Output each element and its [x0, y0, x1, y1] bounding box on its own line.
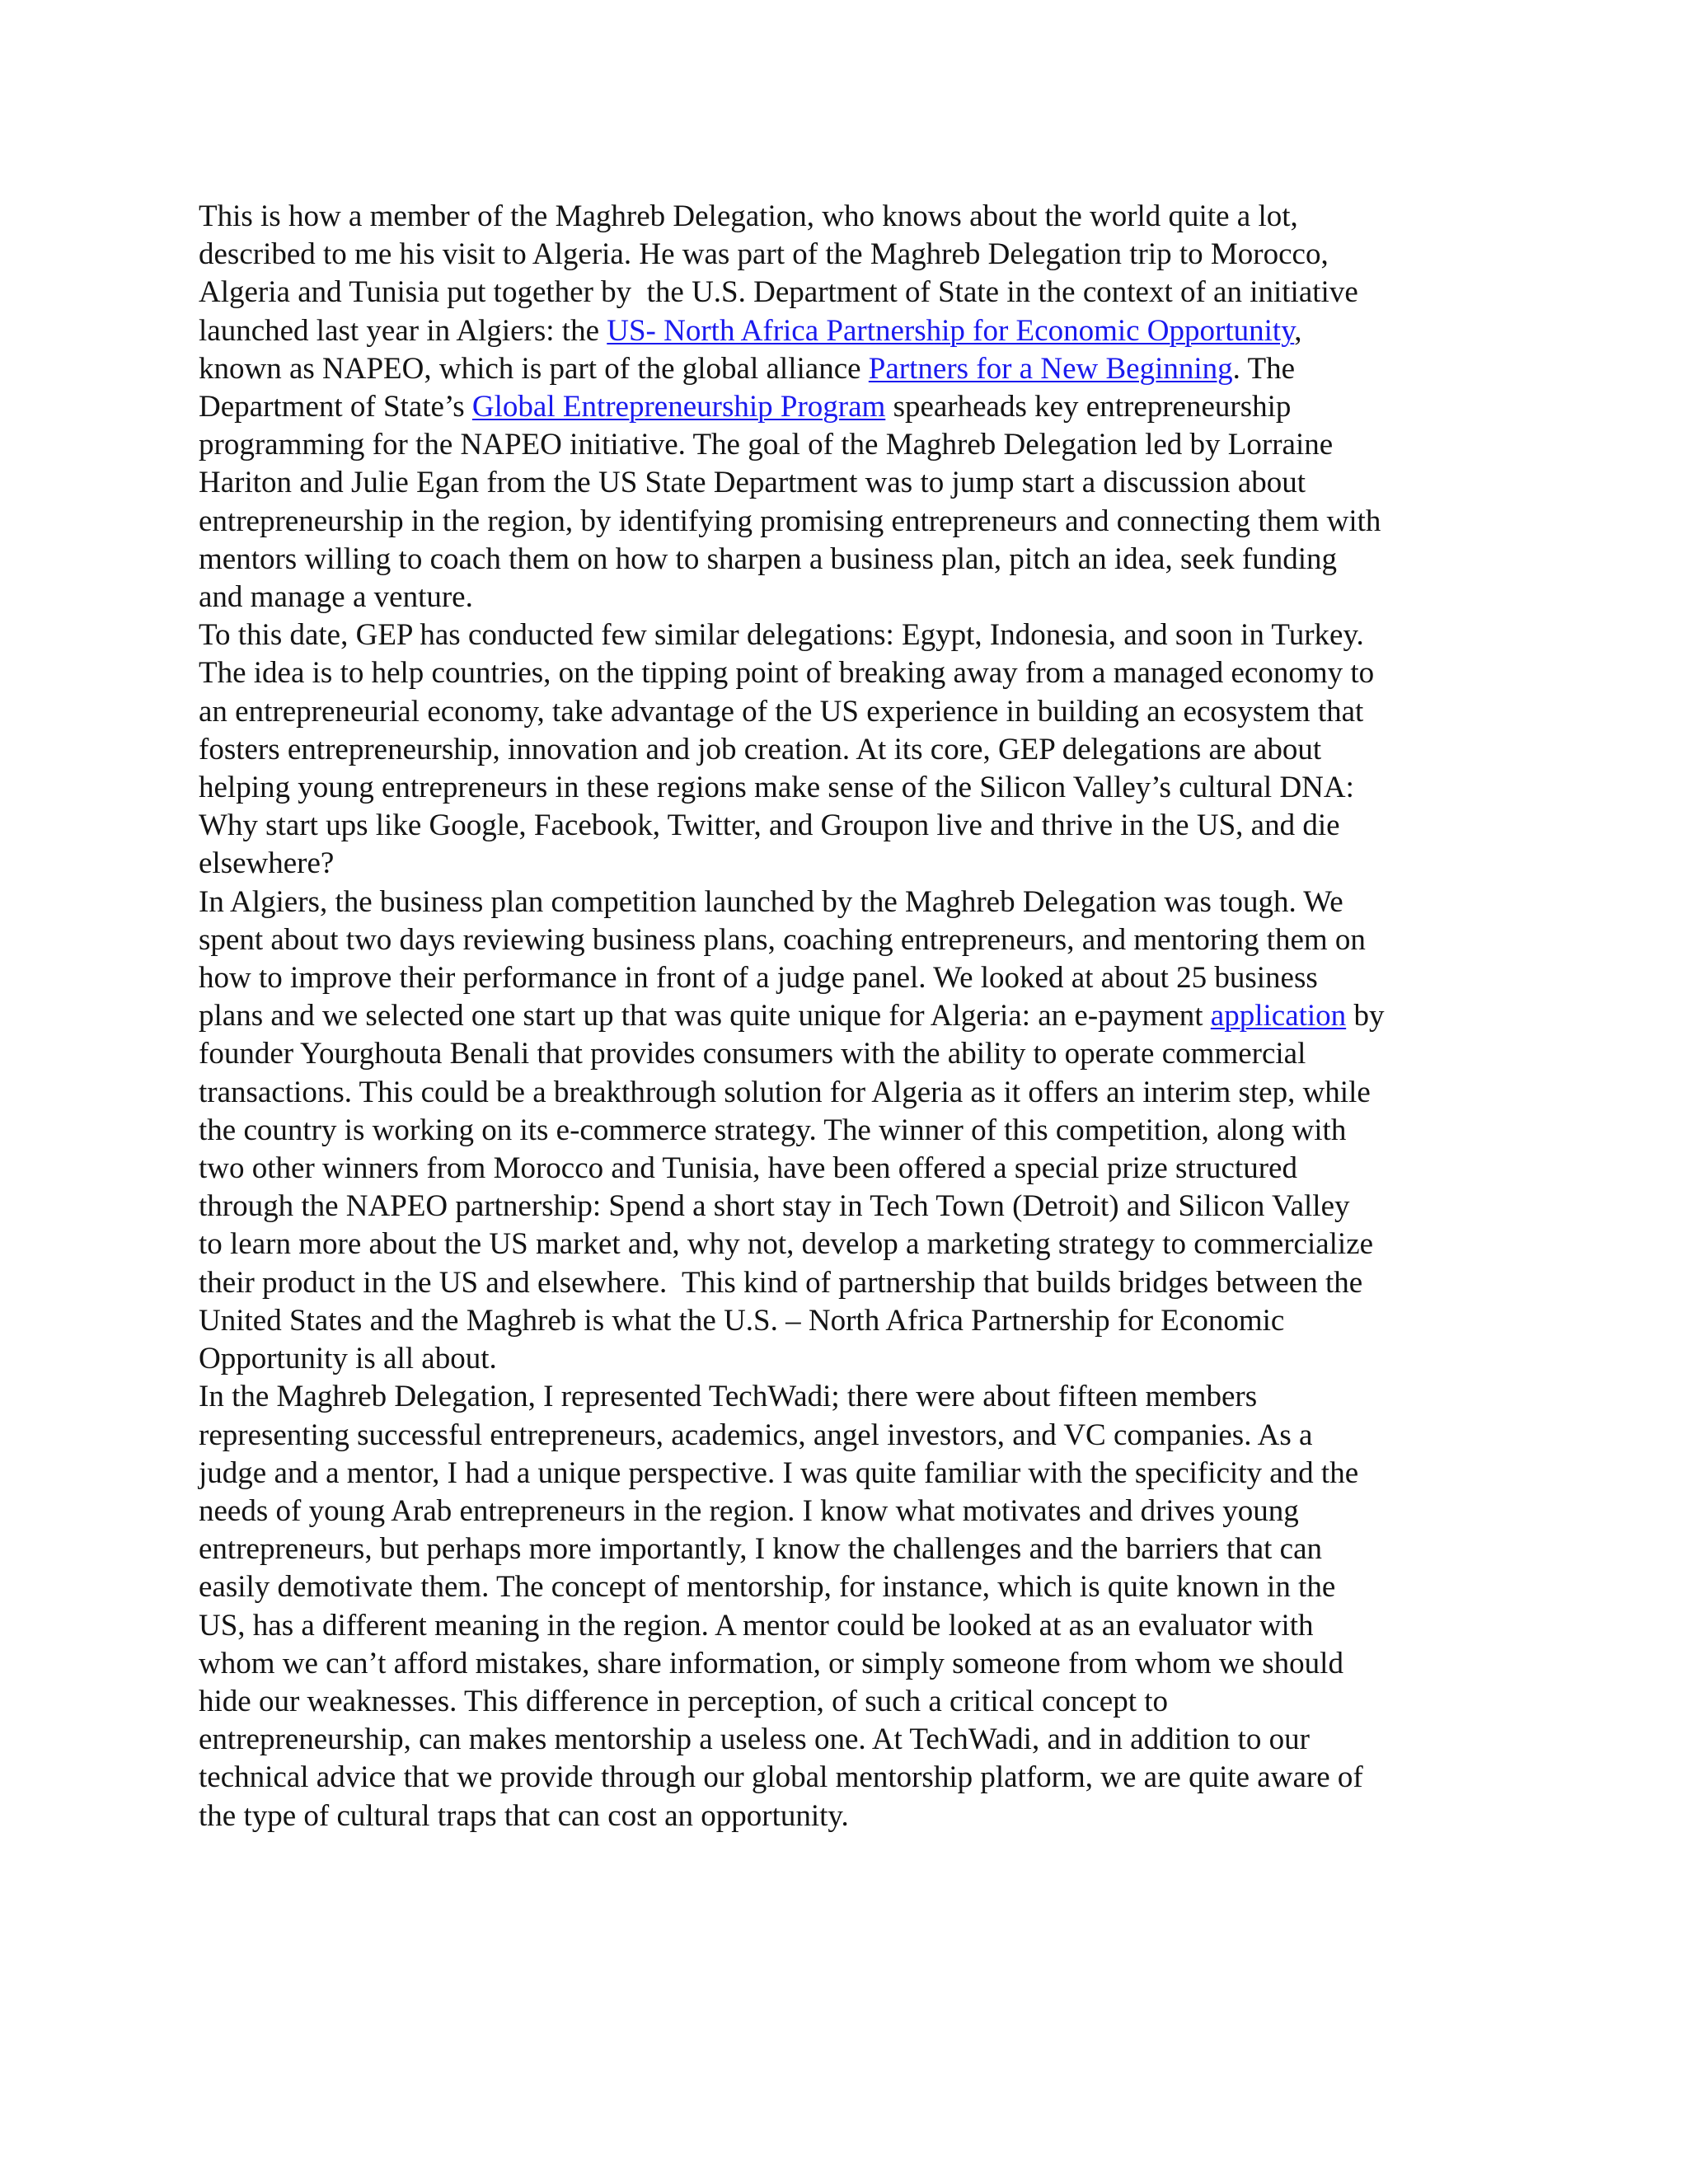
- text-line: [199, 1112, 1493, 1150]
- text-segment: Why start ups like Google, Facebook, Twitter, and Groupon live and thrive in the US, and die: [199, 808, 1340, 843]
- text-segment: entrepreneurs, but perhaps more importantly, I know the challenges and the barriers that can: [199, 1532, 1323, 1567]
- text-segment: entrepreneurship, can makes mentorship a useless one. At TechWadi, and in addition to our: [199, 1722, 1311, 1757]
- text-segment: helping young entrepreneurs in these regions make sense of the Silicon Valley’s cultural DNA:: [199, 771, 1354, 805]
- text-segment: by: [1346, 999, 1385, 1033]
- text-line: [199, 312, 1493, 350]
- text-segment: entrepreneurship in the region, by identifying promising entrepreneurs and connecting them with: [199, 504, 1381, 538]
- text-segment: mentors willing to coach them on how to sharpen a business plan, pitch an idea, seek funding: [199, 541, 1338, 576]
- text-segment: whom we can’t afford mistakes, share information, or simply someone from whom we should: [199, 1646, 1343, 1680]
- paragraph-2: [199, 616, 1493, 883]
- text-segment: launched last year in Algiers: the: [199, 313, 607, 348]
- text-line: [199, 1607, 1493, 1645]
- paragraph-1: [199, 198, 1493, 616]
- text-segment: spearheads key entrepreneurship: [885, 390, 1292, 424]
- text-line: [199, 388, 1493, 426]
- text-segment: their product in the US and elsewhere. This kind of partnership that builds bridges between the: [199, 1265, 1363, 1300]
- text-line: [199, 198, 1493, 236]
- text-line: [199, 1226, 1493, 1263]
- text-line: [199, 426, 1493, 464]
- text-segment: programming for the NAPEO initiative. The goal of the Maghreb Delegation led by Lorraine: [199, 428, 1334, 462]
- text-segment: ,: [1294, 313, 1302, 348]
- text-segment: fosters entrepreneurship, innovation and job creation. At its core, GEP delegations are about: [199, 732, 1322, 766]
- text-segment: This is how a member of the Maghreb Delegation, who knows about the world quite a lot,: [199, 199, 1298, 233]
- text-line: [199, 1188, 1493, 1226]
- text-line: [199, 693, 1493, 731]
- text-segment: Hariton and Julie Egan from the US State Department was to jump start a discussion about: [199, 466, 1306, 500]
- text-segment: to learn more about the US market and, why not, develop a marketing strategy to commercialize: [199, 1227, 1374, 1262]
- text-segment: spent about two days reviewing business plans, coaching entrepreneurs, and mentoring them on: [199, 922, 1366, 957]
- text-line: [199, 997, 1493, 1035]
- text-line: [199, 1074, 1493, 1112]
- paragraph-4: [199, 1378, 1493, 1835]
- text-segment: hide our weaknesses. This difference in perception, of such a critical concept to: [199, 1684, 1169, 1718]
- text-line: [199, 503, 1493, 541]
- text-line: [199, 1797, 1493, 1835]
- text-segment: In the Maghreb Delegation, I represented TechWadi; there were about fifteen members: [199, 1380, 1258, 1414]
- text-line: [199, 579, 1493, 616]
- text-segment: the country is working on its e-commerce strategy. The winner of this competition, along with: [199, 1113, 1347, 1147]
- text-segment: The idea is to help countries, on the tipping point of breaking away from a managed economy to: [199, 656, 1375, 691]
- text-segment: and manage a venture.: [199, 580, 473, 615]
- text-line: [199, 1759, 1493, 1797]
- text-line: [199, 350, 1493, 388]
- text-segment: To this date, GEP has conducted few similar delegations: Egypt, Indonesia, and soon in Turkey.: [199, 618, 1364, 653]
- hyperlink[interactable]: Partners for a New Beginning: [868, 351, 1233, 386]
- text-line: [199, 1568, 1493, 1606]
- text-line: [199, 921, 1493, 959]
- text-line: [199, 541, 1493, 579]
- text-line: [199, 464, 1493, 502]
- text-segment: known as NAPEO, which is part of the global alliance: [199, 351, 869, 386]
- text-line: [199, 845, 1493, 883]
- text-line: [199, 274, 1493, 312]
- text-segment: Algeria and Tunisia put together by the U.S. Department of State in the context of an initiative: [199, 275, 1358, 310]
- text-segment: easily demotivate them. The concept of mentorship, for instance, which is quite known in the: [199, 1570, 1336, 1605]
- text-line: [199, 1378, 1493, 1416]
- document-body: [199, 198, 1493, 1835]
- text-line: [199, 1302, 1493, 1340]
- text-segment: Opportunity is all about.: [199, 1342, 497, 1376]
- text-line: [199, 807, 1493, 845]
- text-segment: an entrepreneurial economy, take advantage of the US experience in building an ecosystem that: [199, 694, 1364, 729]
- hyperlink[interactable]: US- North Africa Partnership for Economic Opportunity: [607, 313, 1295, 348]
- hyperlink[interactable]: application: [1210, 999, 1347, 1033]
- text-segment: how to improve their performance in front of a judge panel. We looked at about 25 business: [199, 961, 1318, 996]
- text-segment: judge and a mentor, I had a unique perspective. I was quite familiar with the specificity and the: [199, 1455, 1359, 1490]
- text-segment: described to me his visit to Algeria. He was part of the Maghreb Delegation trip to Morocco,: [199, 237, 1329, 272]
- text-line: [199, 1417, 1493, 1455]
- text-line: [199, 1721, 1493, 1759]
- text-line: [199, 1683, 1493, 1721]
- text-segment: the type of cultural traps that can cost an opportunity.: [199, 1798, 849, 1833]
- text-line: [199, 1035, 1493, 1073]
- text-segment: United States and the Maghreb is what the U.S. – North Africa Partnership for Economic: [199, 1303, 1285, 1338]
- text-segment: elsewhere?: [199, 846, 335, 881]
- text-segment: . The: [1232, 351, 1295, 386]
- text-line: [199, 1264, 1493, 1302]
- text-line: [199, 654, 1493, 692]
- text-line: [199, 1150, 1493, 1188]
- text-line: [199, 1645, 1493, 1683]
- text-segment: Department of State’s: [199, 390, 472, 424]
- text-segment: plans and we selected one start up that was quite unique for Algeria: an e-payment: [199, 999, 1211, 1033]
- text-line: [199, 883, 1493, 921]
- text-segment: transactions. This could be a breakthrough solution for Algeria as it offers an interim step, while: [199, 1075, 1371, 1109]
- text-line: [199, 731, 1493, 769]
- text-line: [199, 1530, 1493, 1568]
- text-line: [199, 769, 1493, 807]
- text-segment: through the NAPEO partnership: Spend a short stay in Tech Town (Detroit) and Silicon Valley: [199, 1189, 1350, 1224]
- text-segment: two other winners from Morocco and Tunisia, have been offered a special prize structured: [199, 1151, 1297, 1186]
- text-line: [199, 1340, 1493, 1378]
- text-line: [199, 1455, 1493, 1493]
- text-segment: In Algiers, the business plan competition launched by the Maghreb Delegation was tough. We: [199, 884, 1343, 919]
- text-line: [199, 1493, 1493, 1530]
- text-segment: representing successful entrepreneurs, academics, angel investors, and VC companies. As a: [199, 1418, 1313, 1452]
- paragraph-3: [199, 883, 1493, 1379]
- text-segment: technical advice that we provide through our global mentorship platform, we are quite aware of: [199, 1760, 1363, 1795]
- text-line: [199, 236, 1493, 274]
- text-line: [199, 616, 1493, 654]
- text-line: [199, 959, 1493, 997]
- text-segment: needs of young Arab entrepreneurs in the region. I know what motivates and drives young: [199, 1493, 1299, 1528]
- text-segment: founder Yourghouta Benali that provides consumers with the ability to operate commercial: [199, 1037, 1306, 1071]
- text-segment: US, has a different meaning in the region. A mentor could be looked at as an evaluator with: [199, 1608, 1314, 1643]
- hyperlink[interactable]: Global Entrepreneurship Program: [471, 390, 886, 424]
